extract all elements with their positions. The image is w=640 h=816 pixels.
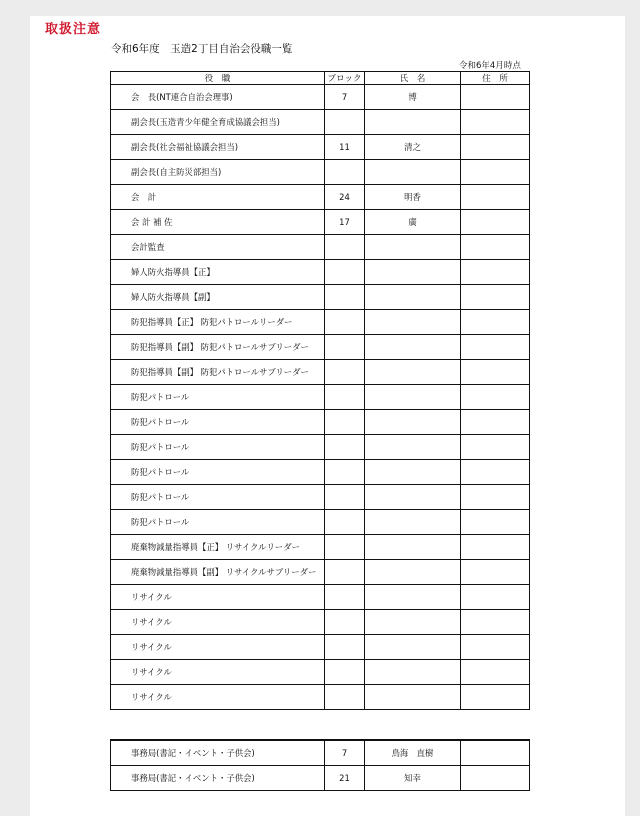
role-cell: 婦人防火指導員【正】	[111, 260, 325, 285]
table-row	[111, 210, 530, 235]
role-cell: 婦人防火指導員【副】	[111, 285, 325, 310]
block-cell	[325, 335, 365, 360]
block-cell	[325, 685, 365, 710]
handle-with-care-stamp: 取扱注意	[45, 22, 102, 37]
block-cell	[325, 110, 365, 135]
table-row	[111, 685, 530, 710]
role-cell: 事務局(書記・イベント・子供会)	[111, 766, 325, 791]
address-cell	[461, 310, 530, 335]
role-cell: 会 計 補 佐	[111, 210, 325, 235]
name-cell	[365, 610, 461, 635]
block-cell: 17	[325, 210, 365, 235]
name-cell	[365, 310, 461, 335]
table-row	[111, 85, 530, 110]
table-row	[111, 535, 530, 560]
block-cell	[325, 635, 365, 660]
name-cell	[365, 635, 461, 660]
block-cell: 21	[325, 766, 365, 791]
role-cell: 副会長(玉造青少年健全育成協議会担当)	[111, 110, 325, 135]
table-header-row	[111, 72, 530, 85]
role-cell: 事務局(書記・イベント・子供会)	[111, 740, 325, 766]
role-cell: 会 計	[111, 185, 325, 210]
role-cell: 防犯パトロール	[111, 410, 325, 435]
name-cell	[365, 535, 461, 560]
address-cell	[461, 360, 530, 385]
name-cell	[365, 585, 461, 610]
role-cell: 防犯パトロール	[111, 460, 325, 485]
block-cell: 24	[325, 185, 365, 210]
table-row	[111, 660, 530, 685]
table-row	[111, 160, 530, 185]
table-row	[111, 360, 530, 385]
role-cell: 防犯パトロール	[111, 485, 325, 510]
role-cell: 防犯指導員【副】 防犯パトロールサブリーダー	[111, 335, 325, 360]
role-cell: 防犯指導員【正】 防犯パトロールリーダー	[111, 310, 325, 335]
header-role: 役 職	[111, 72, 325, 85]
address-cell	[461, 385, 530, 410]
name-cell	[365, 685, 461, 710]
table-row	[111, 185, 530, 210]
table-row	[111, 560, 530, 585]
block-cell	[325, 385, 365, 410]
block-cell	[325, 510, 365, 535]
address-cell	[461, 766, 530, 791]
table-row	[111, 310, 530, 335]
address-cell	[461, 460, 530, 485]
table-row	[111, 460, 530, 485]
block-cell	[325, 235, 365, 260]
role-cell: リサイクル	[111, 635, 325, 660]
block-cell	[325, 660, 365, 685]
table-row	[111, 110, 530, 135]
table-row	[111, 410, 530, 435]
block-cell	[325, 360, 365, 385]
block-cell: 11	[325, 135, 365, 160]
address-cell	[461, 535, 530, 560]
name-cell	[365, 435, 461, 460]
table-row	[111, 335, 530, 360]
table-row	[111, 385, 530, 410]
name-cell	[365, 360, 461, 385]
block-cell	[325, 260, 365, 285]
role-cell: 副会長(自主防災部担当)	[111, 160, 325, 185]
name-cell: 廣	[365, 210, 461, 235]
name-cell: 知幸	[365, 766, 461, 791]
block-cell	[325, 160, 365, 185]
block-cell	[325, 435, 365, 460]
header-block: ブロック	[325, 72, 365, 85]
officer-roster-table	[110, 71, 530, 710]
role-cell: 会計監査	[111, 235, 325, 260]
name-cell	[365, 260, 461, 285]
role-cell: リサイクル	[111, 585, 325, 610]
address-cell	[461, 85, 530, 110]
block-cell	[325, 410, 365, 435]
role-cell: 防犯パトロール	[111, 385, 325, 410]
name-cell	[365, 410, 461, 435]
table-row	[111, 585, 530, 610]
block-cell: 7	[325, 740, 365, 766]
role-cell: 防犯パトロール	[111, 435, 325, 460]
table-row	[111, 135, 530, 160]
address-cell	[461, 410, 530, 435]
name-cell	[365, 285, 461, 310]
name-cell	[365, 510, 461, 535]
address-cell	[461, 210, 530, 235]
block-cell	[325, 560, 365, 585]
block-cell	[325, 310, 365, 335]
block-cell	[325, 535, 365, 560]
name-cell	[365, 110, 461, 135]
address-cell	[461, 610, 530, 635]
name-cell	[365, 160, 461, 185]
document-title: 令和6年度 玉造2丁目自治会役職一覧	[111, 43, 293, 55]
address-cell	[461, 740, 530, 766]
name-cell: 博	[365, 85, 461, 110]
role-cell: リサイクル	[111, 660, 325, 685]
name-cell	[365, 385, 461, 410]
table-row	[111, 510, 530, 535]
block-cell: 7	[325, 85, 365, 110]
address-cell	[461, 660, 530, 685]
address-cell	[461, 585, 530, 610]
name-cell	[365, 235, 461, 260]
address-cell	[461, 185, 530, 210]
table-row	[111, 740, 530, 766]
name-cell	[365, 560, 461, 585]
role-cell: 廃棄物減量指導員【副】 リサイクルサブリーダー	[111, 560, 325, 585]
address-cell	[461, 160, 530, 185]
address-cell	[461, 110, 530, 135]
role-cell: 防犯指導員【副】 防犯パトロールサブリーダー	[111, 360, 325, 385]
address-cell	[461, 560, 530, 585]
address-cell	[461, 260, 530, 285]
role-cell: リサイクル	[111, 685, 325, 710]
name-cell	[365, 335, 461, 360]
block-cell	[325, 460, 365, 485]
office-roster-table	[110, 739, 530, 791]
name-cell: 清之	[365, 135, 461, 160]
name-cell: 鳥海 直樹	[365, 740, 461, 766]
address-cell	[461, 135, 530, 160]
name-cell	[365, 485, 461, 510]
table-row	[111, 260, 530, 285]
name-cell	[365, 460, 461, 485]
header-address: 住 所	[461, 72, 530, 85]
role-cell: 副会長(社会福祉協議会担当)	[111, 135, 325, 160]
block-cell	[325, 485, 365, 510]
table-row	[111, 285, 530, 310]
table-row	[111, 485, 530, 510]
table-row	[111, 635, 530, 660]
address-cell	[461, 635, 530, 660]
block-cell	[325, 285, 365, 310]
role-cell: 防犯パトロール	[111, 510, 325, 535]
address-cell	[461, 285, 530, 310]
name-cell: 明香	[365, 185, 461, 210]
role-cell: 会 長(NT連合自治会理事)	[111, 85, 325, 110]
block-cell	[325, 610, 365, 635]
name-cell	[365, 660, 461, 685]
address-cell	[461, 235, 530, 260]
table-row	[111, 610, 530, 635]
address-cell	[461, 510, 530, 535]
address-cell	[461, 485, 530, 510]
role-cell: 廃棄物減量指導員【正】 リサイクルリーダー	[111, 535, 325, 560]
header-name: 氏 名	[365, 72, 461, 85]
address-cell	[461, 685, 530, 710]
table-row	[111, 235, 530, 260]
table-row	[111, 435, 530, 460]
block-cell	[325, 585, 365, 610]
role-cell: リサイクル	[111, 610, 325, 635]
table-row	[111, 766, 530, 791]
as-of-date: 令和6年4月時点	[459, 61, 521, 71]
address-cell	[461, 335, 530, 360]
address-cell	[461, 435, 530, 460]
